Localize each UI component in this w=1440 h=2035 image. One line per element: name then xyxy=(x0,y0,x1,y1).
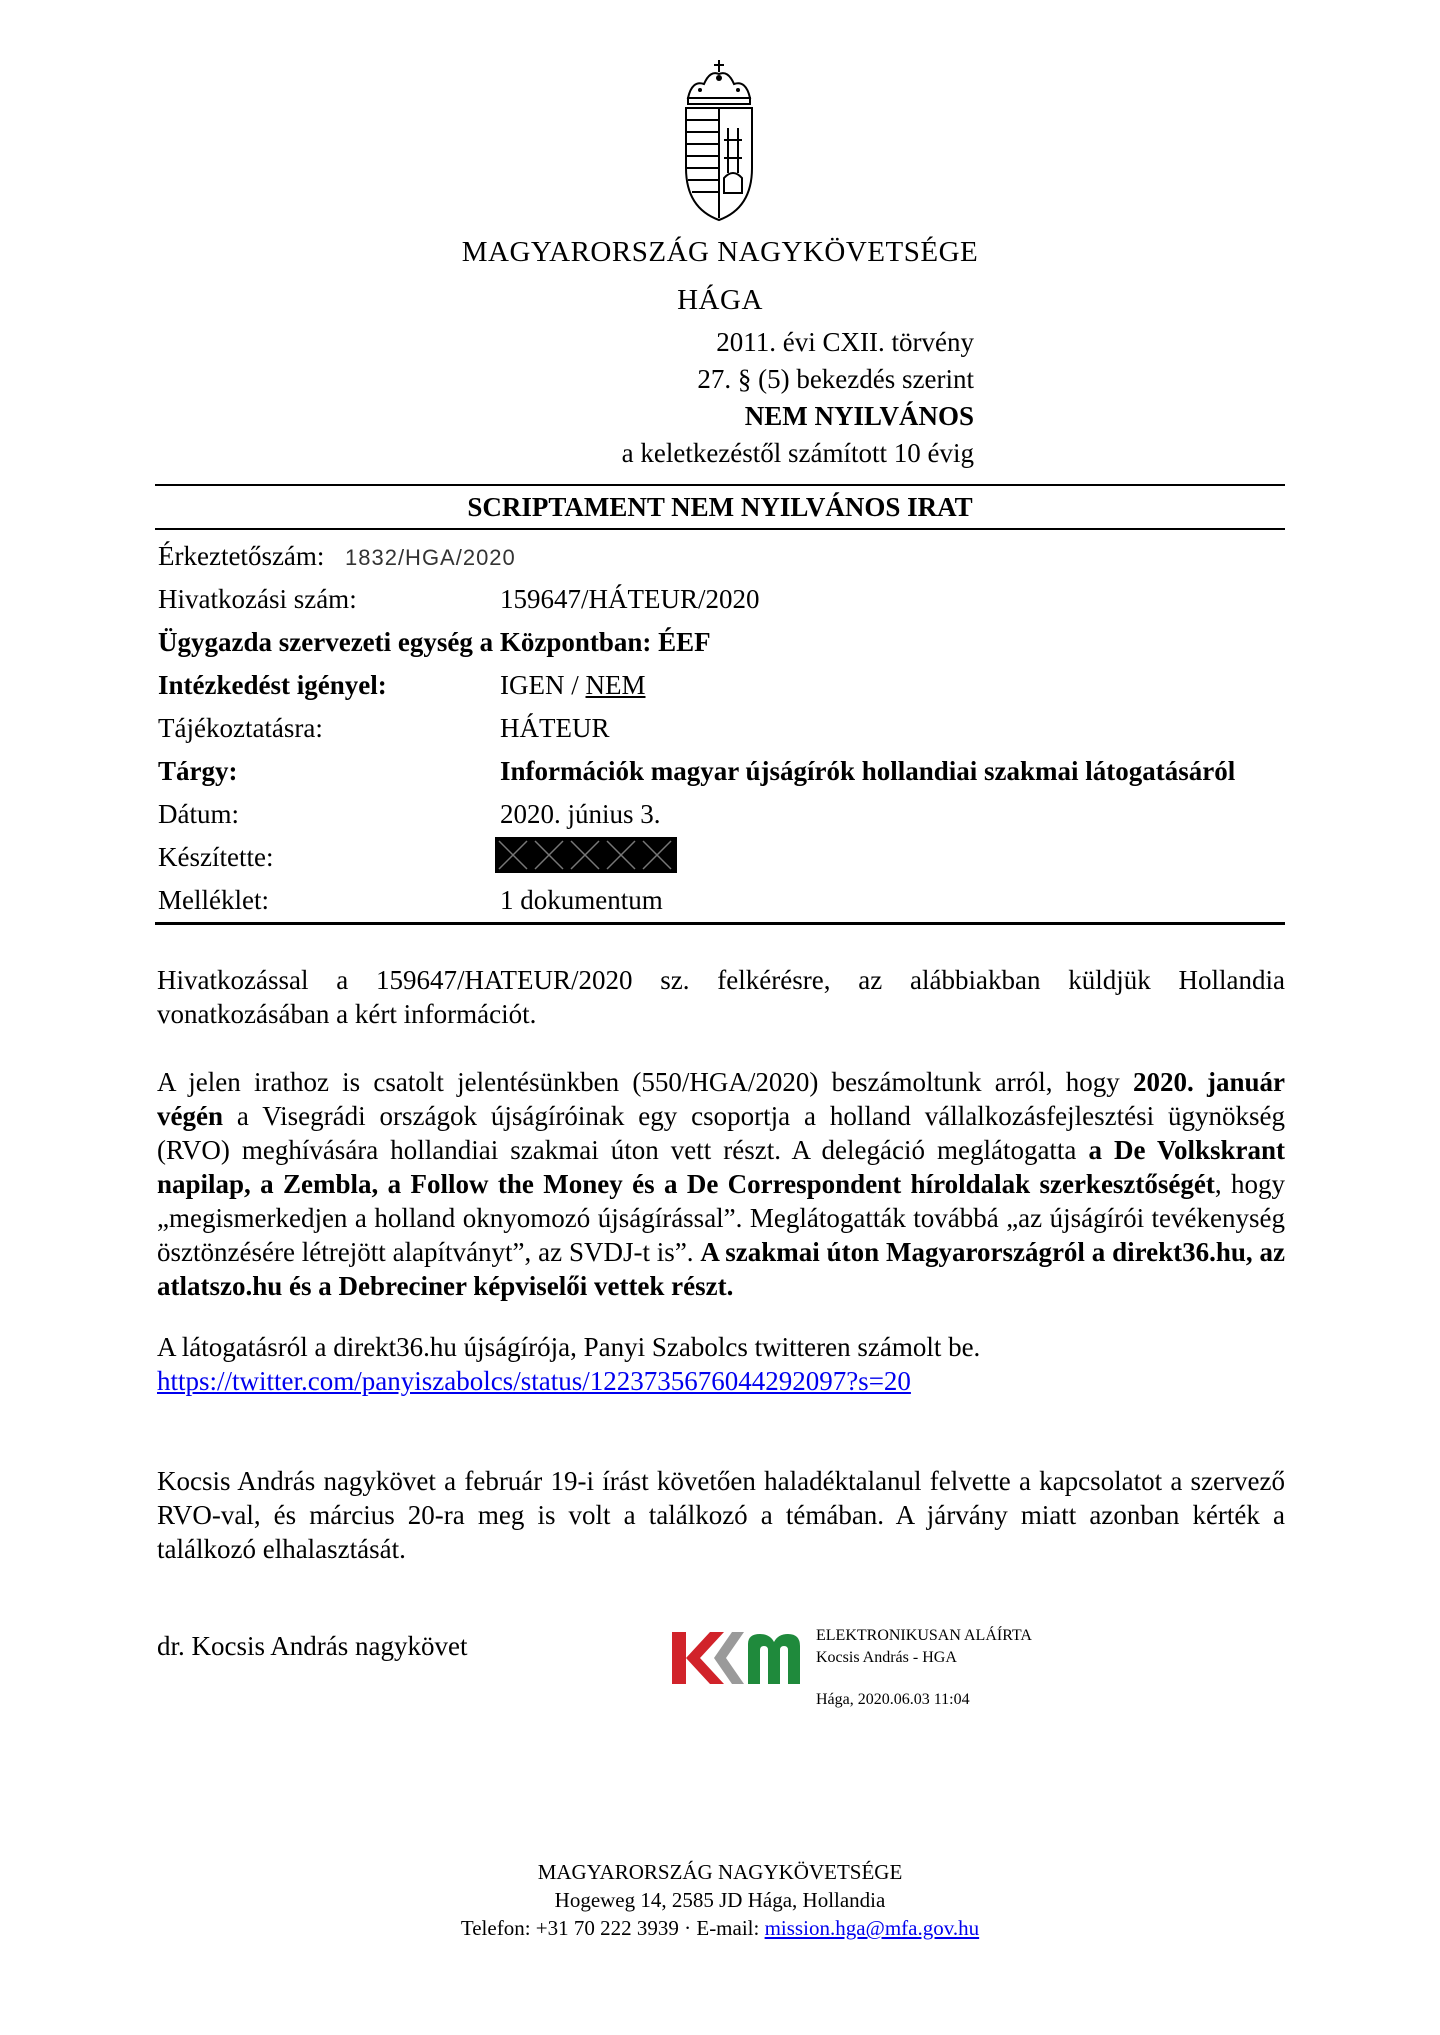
date-value: 2020. június 3. xyxy=(500,799,661,829)
footer-contact xyxy=(0,1914,1440,1942)
subject-value: Információk magyar újságírók hollandiai szakmai látogatásáról xyxy=(500,756,1236,786)
esignature-title: ELEKTRONIKUSAN ALÁÍRTA xyxy=(816,1627,1032,1644)
coat-of-arms-icon xyxy=(680,58,758,223)
owner-unit: Ügygazda szervezeti egység a Központban: ÉEF xyxy=(158,627,711,657)
title-rule-top xyxy=(155,484,1285,486)
p2-part-b: 2020. január végén xyxy=(157,1067,1285,1131)
classification-law: 2011. évi CXII. törvény xyxy=(716,327,974,357)
embassy-city xyxy=(0,284,1440,317)
action-no: NEM xyxy=(585,670,646,700)
redacted-author xyxy=(495,837,677,873)
title-rule-bottom xyxy=(155,528,1285,530)
date-label: Dátum: xyxy=(158,799,239,829)
twitter-link[interactable]: https://twitter.com/panyiszabolcs/status/1223735676044292097?s=20 xyxy=(157,1366,911,1396)
info-label: Tájékoztatásra: xyxy=(158,713,323,743)
kkm-logo xyxy=(670,1628,810,1688)
paragraph-1-text: Hivatkozással a 159647/HATEUR/2020 sz. felkérésre, az alábbiakban küldjük Hollandia vonatkozásában a kért információt. xyxy=(157,965,1285,1029)
embassy-city-text: HÁGA xyxy=(677,284,763,316)
p2-part-c: a Visegrádi országok újságíróinak egy csoportja a holland vállalkozásfejlesztési ügynökség (RVO) meghívására hollandiai szakmai úton vett részt. A delegáció meglátogatta xyxy=(157,1101,1285,1165)
author-label: Készítette: xyxy=(158,842,274,872)
reference-value: 159647/HÁTEUR/2020 xyxy=(500,584,760,614)
info-value: HÁTEUR xyxy=(500,713,610,743)
reference-label: Hivatkozási szám: xyxy=(158,584,357,614)
classification-status: NEM NYILVÁNOS xyxy=(744,401,974,431)
meta-rule-bottom xyxy=(155,922,1285,925)
paragraph-3 xyxy=(157,1330,1285,1398)
esignature-place-date: Hága, 2020.06.03 11:04 xyxy=(816,1691,970,1708)
footer-email-link[interactable]: mission.hga@mfa.gov.hu xyxy=(764,1916,980,1940)
esignature-signer: Kocsis András - HGA xyxy=(816,1649,957,1666)
paragraph-4 xyxy=(157,1464,1285,1566)
subject-label: Tárgy: xyxy=(158,756,238,786)
paragraph-2 xyxy=(157,1065,1285,1303)
footer-embassy: MAGYARORSZÁG NAGYKÖVETSÉGE xyxy=(537,1860,903,1884)
action-required-label: Intézkedést igényel: xyxy=(158,670,387,700)
classification-duration: a keletkezéstől számított 10 évig xyxy=(621,438,974,468)
signatory-name: dr. Kocsis András nagykövet xyxy=(157,1631,468,1661)
embassy-name xyxy=(0,236,1440,269)
attachment-value: 1 dokumentum xyxy=(500,885,663,915)
arrival-number-label: Érkeztetőszám: xyxy=(158,541,325,571)
paragraph-4-text: Kocsis András nagykövet a február 19-i írást követően haladéktalanul felvette a kapcsolatot a szervező RVO-val, és március 20-ra meg is volt a találkozó a témában. A járvány miatt azonban kérték a találkozó elhalasztását. xyxy=(157,1466,1285,1564)
classification-paragraph: 27. § (5) bekezdés szerint xyxy=(697,364,974,394)
action-separator: / xyxy=(564,670,586,700)
document-title: SCRIPTAMENT NEM NYILVÁNOS IRAT xyxy=(467,492,973,522)
arrival-number-value: 1832/HGA/2020 xyxy=(345,545,516,570)
p2-part-e: , hogy „megismerkedjen a holland oknyomozó újságírással”. Meglátogatták továbbá „az újságírói tevékenység ösztönzésére létrejött alapítványt”, az SVDJ-t is”. xyxy=(157,1169,1285,1267)
paragraph-3-text: A látogatásról a direkt36.hu újságírója, Panyi Szabolcs twitteren számolt be. xyxy=(157,1332,981,1362)
embassy-name-text: MAGYARORSZÁG NAGYKÖVETSÉGE xyxy=(461,236,979,268)
p2-part-a: A jelen irathoz is csatolt jelentésünkben (550/HGA/2020) beszámoltunk arról, hogy xyxy=(157,1067,1133,1097)
p2-part-f: A szakmai úton Magyarországról a direkt36.hu, az atlatszo.hu és a Debreciner képviselői vettek részt. xyxy=(157,1237,1285,1301)
paragraph-1 xyxy=(157,963,1285,1031)
action-yes: IGEN xyxy=(500,670,565,700)
footer-address: Hogeweg 14, 2585 JD Hága, Hollandia xyxy=(554,1888,886,1912)
p2-part-d: a De Volkskrant napilap, a Zembla, a Follow the Money és a De Correspondent híroldalak szerkesztőségét xyxy=(157,1135,1286,1199)
footer-phone: Telefon: +31 70 222 3939 · E-mail: xyxy=(460,1916,765,1940)
action-required-value xyxy=(500,670,646,701)
attachment-label: Melléklet: xyxy=(158,885,269,915)
